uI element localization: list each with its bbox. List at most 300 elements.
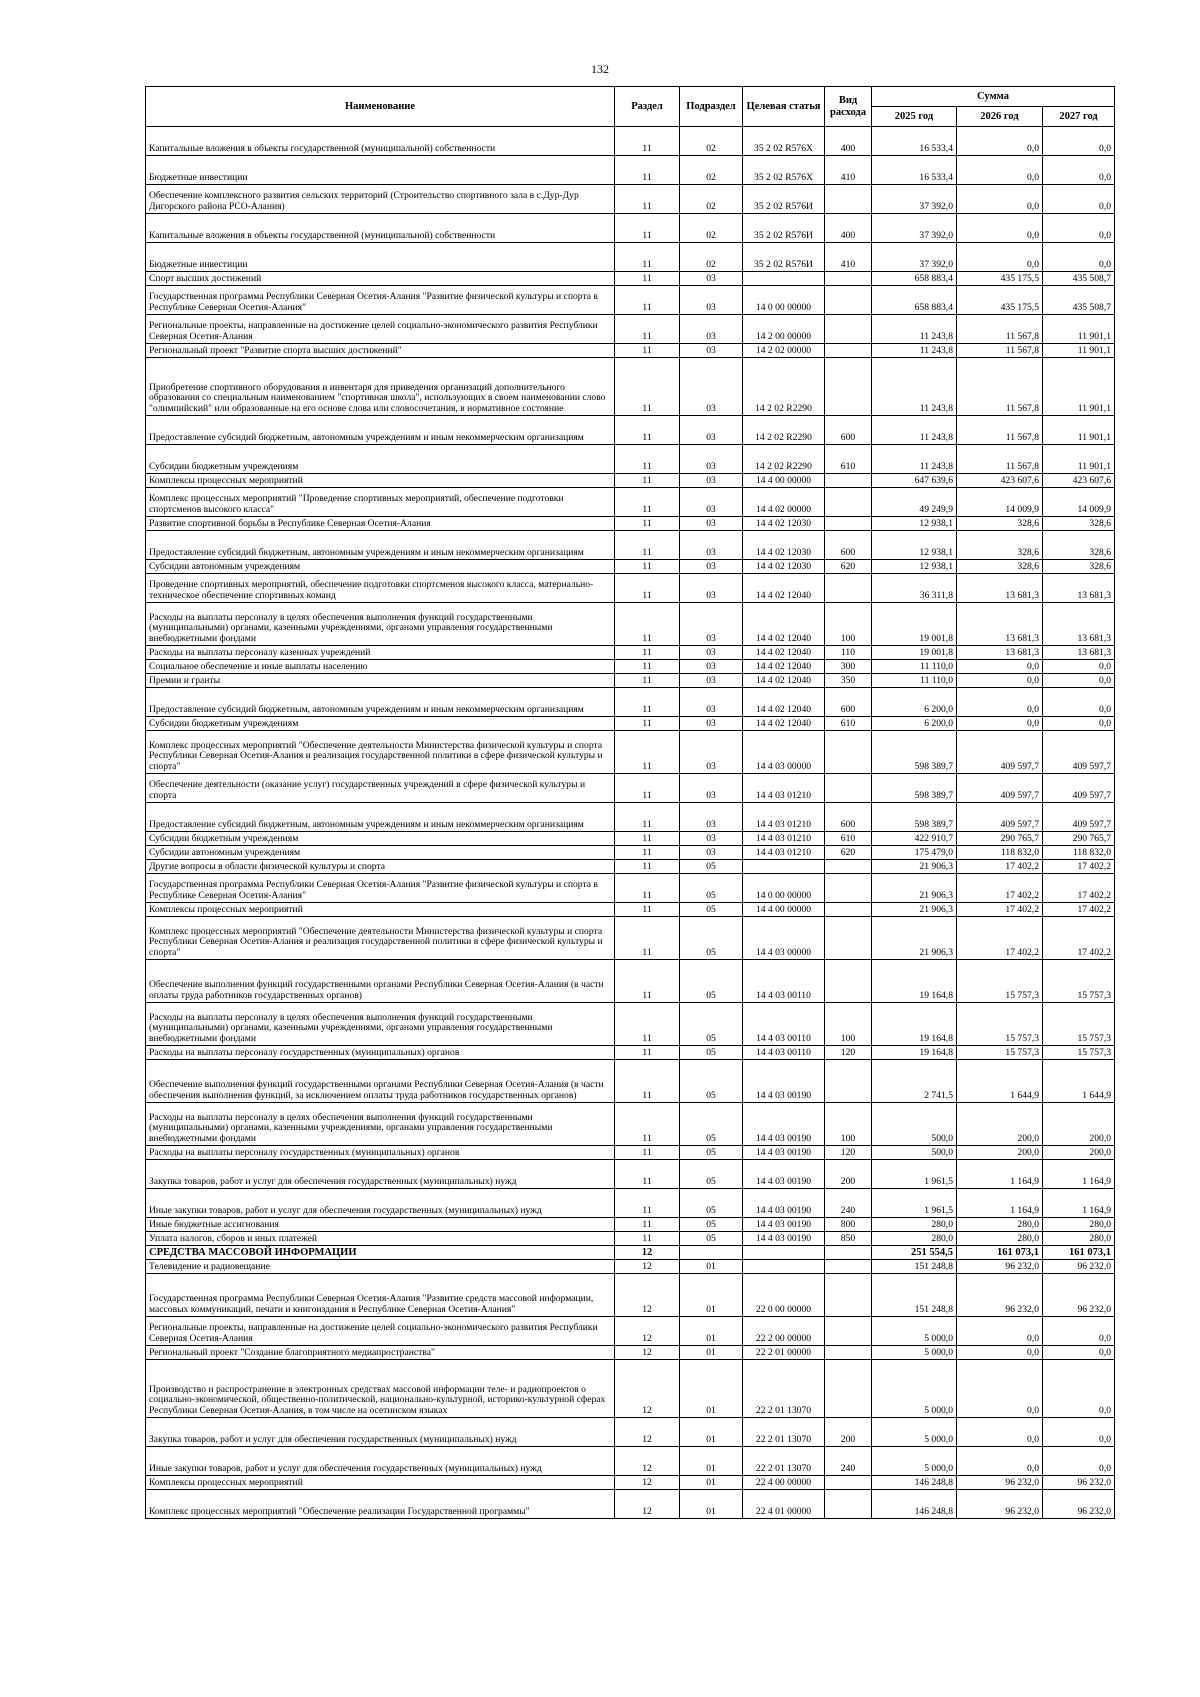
cell-subsection: 05 [680, 903, 743, 917]
cell-name: Социальное обеспечение и иные выплаты населению [146, 660, 615, 674]
table-row [146, 517, 1115, 531]
table-row [146, 474, 1115, 488]
cell-subsection: 03 [680, 674, 743, 688]
table-row [146, 1232, 1115, 1246]
cell-section: 11 [615, 272, 680, 286]
cell-name: Предоставление субсидий бюджетным, автономным учреждениям и иным некоммерческим организациям [146, 803, 615, 832]
cell-sum-2026: 13 681,3 [957, 603, 1043, 646]
cell-expense-type [825, 272, 872, 286]
cell-sum-2027: 200,0 [1043, 1103, 1115, 1146]
cell-name: Комплексы процессных мероприятий [146, 1476, 615, 1490]
cell-sum-2025: 21 906,3 [872, 903, 957, 917]
cell-sum-2025: 251 554,5 [872, 1246, 957, 1260]
cell-name: Субсидии бюджетным учреждениям [146, 445, 615, 474]
cell-expense-type: 200 [825, 1160, 872, 1189]
budget-table [145, 86, 1115, 1519]
cell-section: 11 [615, 874, 680, 903]
cell-name: Субсидии автономным учреждениям [146, 846, 615, 860]
cell-sum-2027: 435 508,7 [1043, 272, 1115, 286]
cell-sum-2025: 598 389,7 [872, 803, 957, 832]
cell-section: 11 [615, 445, 680, 474]
cell-subsection: 05 [680, 1046, 743, 1060]
cell-expense-type: 410 [825, 243, 872, 272]
cell-sum-2025: 12 938,1 [872, 531, 957, 560]
cell-name: Комплексы процессных мероприятий [146, 903, 615, 917]
cell-subsection: 01 [680, 1490, 743, 1519]
cell-subsection: 03 [680, 286, 743, 315]
cell-section: 11 [615, 315, 680, 344]
cell-name: Предоставление субсидий бюджетным, автономным учреждениям и иным некоммерческим организациям [146, 531, 615, 560]
cell-target-article: 14 4 02 12030 [743, 517, 825, 531]
cell-section: 11 [615, 832, 680, 846]
table-row [146, 832, 1115, 846]
table-row [146, 646, 1115, 660]
cell-target-article: 14 4 02 12040 [743, 688, 825, 717]
cell-sum-2026: 290 765,7 [957, 832, 1043, 846]
cell-subsection: 05 [680, 1189, 743, 1218]
cell-target-article: 22 2 01 13070 [743, 1447, 825, 1476]
cell-target-article: 14 0 00 00000 [743, 286, 825, 315]
cell-expense-type: 200 [825, 1418, 872, 1447]
cell-subsection: 03 [680, 660, 743, 674]
cell-expense-type: 610 [825, 717, 872, 731]
table-row [146, 960, 1115, 1003]
cell-expense-type: 400 [825, 214, 872, 243]
cell-section: 11 [615, 156, 680, 185]
cell-subsection: 03 [680, 774, 743, 803]
cell-sum-2025: 21 906,3 [872, 917, 957, 960]
cell-subsection: 02 [680, 214, 743, 243]
cell-section: 11 [615, 731, 680, 774]
table-row [146, 860, 1115, 874]
cell-expense-type [825, 517, 872, 531]
cell-sum-2025: 500,0 [872, 1103, 957, 1146]
cell-sum-2026: 96 232,0 [957, 1274, 1043, 1317]
cell-sum-2027: 15 757,3 [1043, 1003, 1115, 1046]
cell-sum-2025: 175 479,0 [872, 846, 957, 860]
cell-target-article: 22 2 01 13070 [743, 1360, 825, 1418]
table-row [146, 286, 1115, 315]
cell-subsection: 03 [680, 803, 743, 832]
cell-subsection: 05 [680, 874, 743, 903]
cell-target-article: 14 4 03 01210 [743, 832, 825, 846]
cell-target-article: 14 4 03 00190 [743, 1146, 825, 1160]
table-row [146, 1003, 1115, 1046]
cell-sum-2025: 12 938,1 [872, 517, 957, 531]
cell-sum-2025: 151 248,8 [872, 1260, 957, 1274]
cell-sum-2026: 423 607,6 [957, 474, 1043, 488]
cell-target-article: 14 4 03 00190 [743, 1060, 825, 1103]
cell-sum-2026: 1 164,9 [957, 1160, 1043, 1189]
cell-sum-2026: 0,0 [957, 214, 1043, 243]
cell-expense-type: 600 [825, 803, 872, 832]
cell-target-article: 22 2 01 13070 [743, 1418, 825, 1447]
table-row [146, 560, 1115, 574]
cell-sum-2025: 280,0 [872, 1232, 957, 1246]
cell-section: 11 [615, 646, 680, 660]
cell-expense-type: 120 [825, 1046, 872, 1060]
cell-name: Предоставление субсидий бюджетным, автономным учреждениям и иным некоммерческим организациям [146, 416, 615, 445]
cell-expense-type [825, 1317, 872, 1346]
cell-sum-2026: 11 567,8 [957, 344, 1043, 358]
cell-sum-2026: 17 402,2 [957, 874, 1043, 903]
cell-sum-2026: 0,0 [957, 1317, 1043, 1346]
cell-subsection [680, 1246, 743, 1260]
cell-target-article: 14 4 02 12040 [743, 717, 825, 731]
cell-subsection: 01 [680, 1346, 743, 1360]
cell-section: 12 [615, 1476, 680, 1490]
cell-expense-type: 600 [825, 688, 872, 717]
cell-subsection: 03 [680, 688, 743, 717]
cell-name: Обеспечение выполнения функций государственными органами Республики Северная Осетия-Алания (в части обеспечения выполнения функций, за исключением оплаты труда работников государственных органов) [146, 1060, 615, 1103]
cell-sum-2027: 280,0 [1043, 1232, 1115, 1246]
cell-sum-2026: 96 232,0 [957, 1476, 1043, 1490]
cell-subsection: 05 [680, 1160, 743, 1189]
cell-sum-2027: 200,0 [1043, 1146, 1115, 1160]
cell-target-article: 22 4 00 00000 [743, 1476, 825, 1490]
cell-sum-2025: 422 910,7 [872, 832, 957, 846]
cell-subsection: 01 [680, 1418, 743, 1447]
cell-sum-2025: 37 392,0 [872, 243, 957, 272]
cell-name: Премии и гранты [146, 674, 615, 688]
cell-target-article: 35 2 02 R576И [743, 243, 825, 272]
cell-section: 11 [615, 917, 680, 960]
cell-sum-2027: 11 901,1 [1043, 315, 1115, 344]
cell-name: Закупка товаров, работ и услуг для обеспечения государственных (муниципальных) нужд [146, 1418, 615, 1447]
cell-name: Обеспечение комплексного развития сельских территорий (Строительство спортивного зала в с.Дур-Дур Дигорского района РСО-Алания) [146, 185, 615, 214]
cell-sum-2027: 409 597,7 [1043, 731, 1115, 774]
cell-sum-2025: 647 639,6 [872, 474, 957, 488]
cell-sum-2025: 11 243,8 [872, 445, 957, 474]
cell-sum-2026: 0,0 [957, 674, 1043, 688]
cell-target-article: 14 2 00 00000 [743, 315, 825, 344]
cell-name: Региональные проекты, направленные на достижение целей социально-экономического развития Республики Северная Осетия-Алания [146, 315, 615, 344]
cell-name: Расходы на выплаты персоналу в целях обеспечения выполнения функций государственными (муниципальными) органами, казенными учреждениями, органами управления государственными внебюджетными фондами [146, 1103, 615, 1146]
cell-target-article: 35 2 02 R576X [743, 156, 825, 185]
cell-expense-type: 120 [825, 1146, 872, 1160]
cell-sum-2026: 15 757,3 [957, 1003, 1043, 1046]
cell-subsection: 01 [680, 1447, 743, 1476]
table-row [146, 717, 1115, 731]
cell-name: Региональные проекты, направленные на достижение целей социально-экономического развития Республики Северная Осетия-Алания [146, 1317, 615, 1346]
cell-sum-2025: 598 389,7 [872, 731, 957, 774]
cell-sum-2025: 5 000,0 [872, 1317, 957, 1346]
cell-sum-2026: 200,0 [957, 1146, 1043, 1160]
cell-sum-2027: 1 164,9 [1043, 1160, 1115, 1189]
cell-name: Иные бюджетные ассигнования [146, 1218, 615, 1232]
cell-expense-type [825, 874, 872, 903]
cell-target-article: 14 4 03 01210 [743, 803, 825, 832]
cell-subsection: 05 [680, 917, 743, 960]
cell-subsection: 03 [680, 574, 743, 603]
cell-sum-2027: 0,0 [1043, 688, 1115, 717]
cell-expense-type [825, 960, 872, 1003]
cell-sum-2027: 11 901,1 [1043, 358, 1115, 416]
cell-expense-type [825, 315, 872, 344]
cell-name: Телевидение и радиовещание [146, 1260, 615, 1274]
cell-sum-2025: 19 001,8 [872, 603, 957, 646]
cell-target-article [743, 860, 825, 874]
cell-sum-2027: 0,0 [1043, 717, 1115, 731]
table-row [146, 1490, 1115, 1519]
cell-section: 11 [615, 860, 680, 874]
table-row [146, 531, 1115, 560]
cell-expense-type: 350 [825, 674, 872, 688]
cell-sum-2027: 409 597,7 [1043, 774, 1115, 803]
cell-sum-2026: 409 597,7 [957, 731, 1043, 774]
table-row [146, 1046, 1115, 1060]
cell-sum-2027: 1 644,9 [1043, 1060, 1115, 1103]
cell-section: 11 [615, 358, 680, 416]
cell-sum-2026: 11 567,8 [957, 445, 1043, 474]
cell-name: Капитальные вложения в объекты государственной (муниципальной) собственности [146, 127, 615, 156]
cell-sum-2026: 0,0 [957, 156, 1043, 185]
cell-section: 12 [615, 1418, 680, 1447]
header-year-2027: 2027 год [1043, 107, 1115, 127]
cell-sum-2025: 11 243,8 [872, 315, 957, 344]
cell-name: Капитальные вложения в объекты государственной (муниципальной) собственности [146, 214, 615, 243]
cell-sum-2027: 0,0 [1043, 660, 1115, 674]
cell-sum-2025: 37 392,0 [872, 214, 957, 243]
cell-section: 11 [615, 474, 680, 488]
cell-subsection: 05 [680, 1003, 743, 1046]
table-row [146, 488, 1115, 517]
cell-subsection: 05 [680, 960, 743, 1003]
cell-section: 11 [615, 960, 680, 1003]
cell-subsection: 05 [680, 1218, 743, 1232]
table-row [146, 1103, 1115, 1146]
cell-sum-2026: 118 832,0 [957, 846, 1043, 860]
cell-sum-2027: 0,0 [1043, 185, 1115, 214]
cell-sum-2026: 328,6 [957, 560, 1043, 574]
table-row [146, 1360, 1115, 1418]
cell-sum-2027: 96 232,0 [1043, 1476, 1115, 1490]
table-row [146, 1274, 1115, 1317]
cell-target-article: 14 4 03 01210 [743, 846, 825, 860]
cell-section: 12 [615, 1246, 680, 1260]
cell-sum-2025: 19 164,8 [872, 960, 957, 1003]
cell-target-article: 14 4 02 00000 [743, 488, 825, 517]
cell-subsection: 01 [680, 1260, 743, 1274]
cell-sum-2026: 0,0 [957, 185, 1043, 214]
cell-target-article: 14 4 02 12040 [743, 574, 825, 603]
table-row [146, 156, 1115, 185]
cell-sum-2026: 1 644,9 [957, 1060, 1043, 1103]
cell-target-article: 35 2 02 R576И [743, 185, 825, 214]
cell-subsection: 02 [680, 243, 743, 272]
cell-sum-2025: 11 243,8 [872, 344, 957, 358]
table-row [146, 603, 1115, 646]
cell-sum-2027: 118 832,0 [1043, 846, 1115, 860]
cell-name: Субсидии бюджетным учреждениям [146, 832, 615, 846]
cell-target-article: 14 4 03 00190 [743, 1189, 825, 1218]
cell-sum-2027: 96 232,0 [1043, 1274, 1115, 1317]
cell-subsection: 03 [680, 474, 743, 488]
table-row [146, 1317, 1115, 1346]
cell-expense-type [825, 774, 872, 803]
cell-sum-2026: 0,0 [957, 660, 1043, 674]
cell-subsection: 05 [680, 1103, 743, 1146]
cell-subsection: 03 [680, 603, 743, 646]
cell-section: 11 [615, 1046, 680, 1060]
cell-section: 12 [615, 1260, 680, 1274]
cell-section: 12 [615, 1274, 680, 1317]
cell-expense-type [825, 903, 872, 917]
table-row [146, 272, 1115, 286]
cell-section: 11 [615, 1218, 680, 1232]
cell-name: Предоставление субсидий бюджетным, автономным учреждениям и иным некоммерческим организациям [146, 688, 615, 717]
cell-sum-2026: 328,6 [957, 531, 1043, 560]
cell-name: Приобретение спортивного оборудования и инвентаря для приведения организаций дополнительного образования со специальным наименованием "спортивная школа", использующих в своем наименовании слово "олимпийский" или образованные на его основе слова или словосочетания, в нормативное состояние [146, 358, 615, 416]
cell-section: 11 [615, 1003, 680, 1046]
cell-section: 11 [615, 531, 680, 560]
cell-name: Субсидии автономным учреждениям [146, 560, 615, 574]
cell-sum-2026: 11 567,8 [957, 416, 1043, 445]
cell-expense-type [825, 1360, 872, 1418]
cell-subsection: 03 [680, 560, 743, 574]
cell-expense-type [825, 286, 872, 315]
table-row [146, 315, 1115, 344]
cell-sum-2027: 17 402,2 [1043, 860, 1115, 874]
cell-target-article: 14 4 02 12040 [743, 660, 825, 674]
cell-section: 11 [615, 1103, 680, 1146]
cell-sum-2025: 12 938,1 [872, 560, 957, 574]
cell-section: 11 [615, 803, 680, 832]
cell-expense-type [825, 1060, 872, 1103]
cell-sum-2025: 16 533,4 [872, 156, 957, 185]
cell-sum-2025: 280,0 [872, 1218, 957, 1232]
cell-sum-2026: 0,0 [957, 1447, 1043, 1476]
cell-sum-2025: 19 164,8 [872, 1003, 957, 1046]
table-row [146, 214, 1115, 243]
cell-sum-2027: 11 901,1 [1043, 445, 1115, 474]
cell-subsection: 01 [680, 1360, 743, 1418]
cell-section: 11 [615, 1189, 680, 1218]
cell-section: 11 [615, 488, 680, 517]
cell-section: 11 [615, 903, 680, 917]
cell-expense-type [825, 1260, 872, 1274]
cell-expense-type: 240 [825, 1447, 872, 1476]
cell-sum-2025: 49 249,9 [872, 488, 957, 517]
cell-name: Расходы на выплаты персоналу государственных (муниципальных) органов [146, 1146, 615, 1160]
cell-target-article: 14 4 03 00110 [743, 1046, 825, 1060]
cell-section: 11 [615, 1060, 680, 1103]
cell-sum-2027: 17 402,2 [1043, 917, 1115, 960]
cell-expense-type [825, 860, 872, 874]
cell-sum-2027: 0,0 [1043, 1447, 1115, 1476]
cell-sum-2026: 0,0 [957, 688, 1043, 717]
cell-sum-2027: 17 402,2 [1043, 903, 1115, 917]
cell-section: 11 [615, 214, 680, 243]
cell-target-article: 14 4 03 00110 [743, 1003, 825, 1046]
table-row [146, 688, 1115, 717]
cell-sum-2025: 658 883,4 [872, 272, 957, 286]
cell-sum-2025: 19 001,8 [872, 646, 957, 660]
cell-sum-2027: 290 765,7 [1043, 832, 1115, 846]
cell-expense-type: 600 [825, 416, 872, 445]
cell-sum-2025: 5 000,0 [872, 1418, 957, 1447]
cell-section: 11 [615, 1146, 680, 1160]
cell-expense-type: 620 [825, 846, 872, 860]
cell-sum-2027: 0,0 [1043, 1418, 1115, 1447]
cell-sum-2026: 328,6 [957, 517, 1043, 531]
table-row [146, 917, 1115, 960]
cell-sum-2025: 37 392,0 [872, 185, 957, 214]
cell-sum-2025: 11 110,0 [872, 660, 957, 674]
table-row [146, 1189, 1115, 1218]
cell-subsection: 03 [680, 272, 743, 286]
cell-expense-type: 800 [825, 1218, 872, 1232]
cell-sum-2026: 17 402,2 [957, 860, 1043, 874]
cell-target-article: 35 2 02 R576X [743, 127, 825, 156]
cell-sum-2025: 19 164,8 [872, 1046, 957, 1060]
cell-target-article: 14 4 02 12030 [743, 531, 825, 560]
cell-sum-2026: 1 164,9 [957, 1189, 1043, 1218]
table-row [146, 874, 1115, 903]
cell-section: 11 [615, 774, 680, 803]
cell-name: Закупка товаров, работ и услуг для обеспечения государственных (муниципальных) нужд [146, 1160, 615, 1189]
cell-sum-2027: 11 901,1 [1043, 416, 1115, 445]
cell-sum-2025: 500,0 [872, 1146, 957, 1160]
cell-sum-2027: 13 681,3 [1043, 646, 1115, 660]
cell-sum-2027: 0,0 [1043, 214, 1115, 243]
cell-sum-2027: 0,0 [1043, 127, 1115, 156]
cell-name: Комплекс процессных мероприятий "Обеспечение реализации Государственной программы" [146, 1490, 615, 1519]
cell-subsection: 01 [680, 1317, 743, 1346]
cell-section: 11 [615, 660, 680, 674]
cell-name: Обеспечение выполнения функций государственными органами Республики Северная Осетия-Алания (в части оплаты труда работников государственных органов) [146, 960, 615, 1003]
cell-sum-2026: 11 567,8 [957, 315, 1043, 344]
cell-target-article: 14 4 02 12040 [743, 646, 825, 660]
cell-sum-2027: 15 757,3 [1043, 1046, 1115, 1060]
cell-subsection: 03 [680, 731, 743, 774]
cell-expense-type [825, 1246, 872, 1260]
cell-section: 11 [615, 674, 680, 688]
cell-sum-2026: 11 567,8 [957, 358, 1043, 416]
cell-sum-2027: 161 073,1 [1043, 1246, 1115, 1260]
cell-sum-2026: 280,0 [957, 1232, 1043, 1246]
cell-name: СРЕДСТВА МАССОВОЙ ИНФОРМАЦИИ [146, 1246, 615, 1260]
cell-sum-2025: 16 533,4 [872, 127, 957, 156]
cell-expense-type: 620 [825, 560, 872, 574]
cell-name: Развитие спортивной борьбы в Республике Северная Осетия-Алания [146, 517, 615, 531]
cell-sum-2025: 5 000,0 [872, 1360, 957, 1418]
cell-expense-type [825, 358, 872, 416]
cell-sum-2027: 0,0 [1043, 243, 1115, 272]
header-name: Наименование [146, 87, 615, 127]
cell-expense-type [825, 1476, 872, 1490]
cell-section: 11 [615, 560, 680, 574]
cell-expense-type: 850 [825, 1232, 872, 1246]
cell-section: 12 [615, 1490, 680, 1519]
table-row [146, 1218, 1115, 1232]
cell-sum-2027: 0,0 [1043, 156, 1115, 185]
cell-name: Комплексы процессных мероприятий [146, 474, 615, 488]
cell-sum-2026: 0,0 [957, 1346, 1043, 1360]
cell-sum-2027: 15 757,3 [1043, 960, 1115, 1003]
cell-subsection: 03 [680, 416, 743, 445]
cell-sum-2025: 2 741,5 [872, 1060, 957, 1103]
cell-target-article: 22 2 01 00000 [743, 1346, 825, 1360]
cell-sum-2026: 409 597,7 [957, 803, 1043, 832]
cell-expense-type: 100 [825, 1003, 872, 1046]
cell-target-article: 14 4 03 00000 [743, 917, 825, 960]
cell-subsection: 03 [680, 358, 743, 416]
cell-sum-2027: 13 681,3 [1043, 603, 1115, 646]
cell-expense-type: 100 [825, 1103, 872, 1146]
cell-section: 11 [615, 416, 680, 445]
cell-subsection: 01 [680, 1274, 743, 1317]
